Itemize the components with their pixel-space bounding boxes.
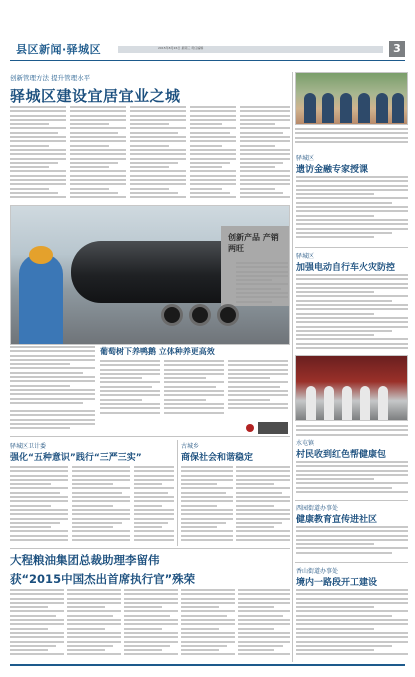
worker-helmet (29, 246, 53, 264)
mid-text-1c (134, 466, 174, 546)
lead-kicker: 创新管理方法 提升管理水平 (10, 74, 91, 82)
lead-text-col3 (130, 106, 186, 200)
wheel-shape (161, 304, 183, 326)
sub-headline: 葡萄树下养鸭鹅 立体种养更高效 (100, 347, 215, 356)
right-label-4: 西园街道办事处 (296, 505, 339, 512)
meeting-caption (295, 128, 408, 150)
right-text-4 (296, 526, 408, 558)
header-meta: 2015年8月26日 星期三 责任编辑 (158, 46, 204, 50)
bottom-text-4 (181, 589, 235, 661)
lead-headline: 驿城区建设宜居宜业之城 (10, 87, 181, 105)
photo-caption-lines (236, 262, 288, 310)
section-title: 县区新闻·驿城区 (16, 43, 102, 56)
health-caption (296, 425, 408, 439)
right-head-5: 境内一路段开工建设 (296, 578, 378, 588)
bottom-text-1 (10, 589, 64, 661)
wheel-shape (189, 304, 211, 326)
right-head-4: 健康教育宣传进社区 (296, 515, 378, 525)
lead-text-col1 (10, 106, 66, 200)
sub-text-left-2 (10, 410, 95, 432)
right-head-2: 加强电动自行车火灾防控 (296, 263, 396, 273)
right-label-3: 水屯镇 (296, 440, 315, 447)
mid-text-2b (236, 466, 290, 546)
mid-text-2a (181, 466, 233, 546)
right-text-1 (296, 176, 408, 242)
right-head-3: 村民收到红色帮健康包 (296, 450, 387, 460)
worker-figure (19, 254, 63, 345)
lead-text-col2 (70, 106, 126, 200)
bottom-text-2 (67, 589, 121, 661)
right-label-2: 驿城区 (296, 253, 315, 260)
header-rule (10, 60, 405, 61)
mid-text-1a (10, 466, 68, 546)
lead-text-col5 (240, 106, 290, 200)
logo-badge (258, 422, 288, 434)
mid-label-2: 古城乡 (181, 443, 200, 450)
right-label-1: 驿城区 (296, 155, 315, 162)
photo-tag: 创新产品 产销两旺 (228, 233, 279, 253)
bottom-headline-1: 大程粮油集团总裁助理李留伟 (10, 553, 160, 567)
right-text-3 (296, 461, 408, 499)
meeting-photo (295, 72, 408, 125)
lead-text-col4 (190, 106, 236, 200)
mid-head-1: 强化“五种意识”践行“三严三实” (10, 453, 142, 463)
sub-text-left (10, 346, 95, 408)
page-number: 3 (389, 41, 405, 57)
mid-label-1: 驿城区卫计委 (10, 443, 47, 450)
sub-text-col1 (100, 360, 160, 420)
sub-text-col3 (228, 360, 288, 418)
right-text-5 (296, 589, 408, 661)
logo-mark (246, 424, 254, 432)
bottom-rule (10, 664, 405, 666)
sub-text-col2 (164, 360, 224, 420)
mid-head-2: 商保社会和谐稳定 (181, 453, 254, 463)
bottom-headline-2: 获“2015中国杰出首席执行官”殊荣 (10, 572, 196, 586)
bottom-text-3 (124, 589, 178, 661)
bottom-text-5 (238, 589, 290, 661)
right-label-5: 香山街道办事处 (296, 568, 339, 575)
right-text-2 (296, 274, 408, 352)
mid-text-1b (72, 466, 130, 546)
right-head-1: 遗访金融专家授课 (296, 165, 369, 175)
health-photo (295, 355, 408, 421)
